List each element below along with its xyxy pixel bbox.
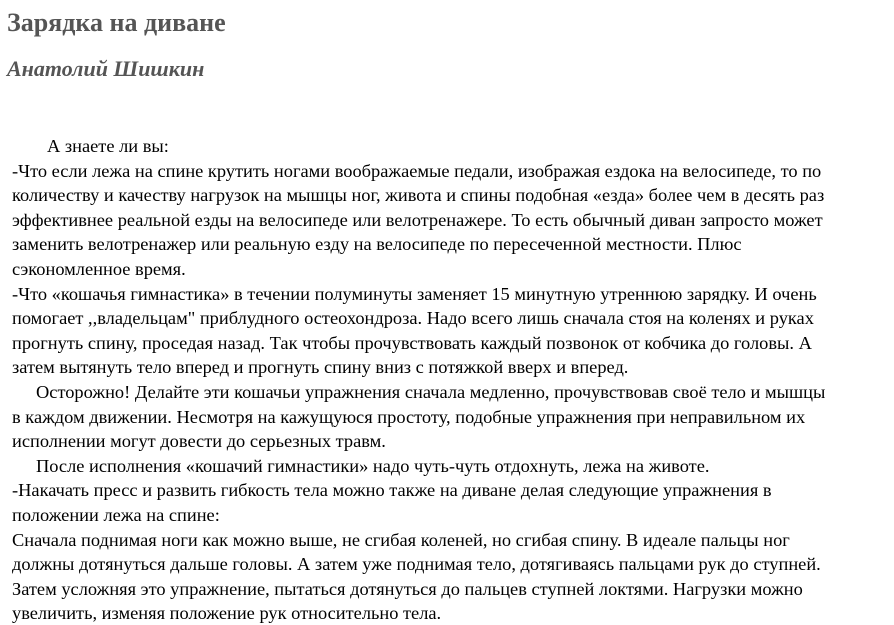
text-line: Сначала поднимая ноги как можно выше, не сгибая коленей, но сгибая спину. В идеале пальцы ног [12,529,790,550]
text-line: заменить велотренажер или реальную езду на велосипеде по пересеченной местности. Плюс [12,234,742,255]
text-line: прогнуть спину, проседая назад. Так чтобы прочувствовать каждый позвонок от кобчика до головы. А [12,332,812,353]
text-line: эффективнее реальной езды на велосипеде или велотренажере. То есть обычный диван запросто может [12,209,823,230]
text-line: сэкономленное время. [12,258,186,279]
text-line: -Что если лежа на спине крутить ногами воображаемые педали, изображая ездока на велосипеде, то по [12,160,822,181]
text-line: Осторожно! Делайте эти кошачьи упражнения сначала медленно, прочувствовав своё тело и мышцы [36,381,826,402]
text-line: Затем усложняя это упражнение, пытаться дотянуться до пальцев ступней локтями. Нагрузки можно [12,578,803,599]
text-line: -Накачать пресс и развить гибкость тела можно также на диване делая следующие упражнения в [12,480,772,501]
text-line: в каждом движении. Несмотря на кажущуюся простоту, подобные упражнения при неправильном их [12,406,806,427]
text-line: увеличить, изменяя положение рук относительно тела. [12,603,442,624]
text-line: После исполнения «кошачий гимнастики» надо чуть-чуть отдохнуть, лежа на животе. [36,455,710,476]
text-line: количеству и качеству нагрузок на мышцы ног, живота и спины подобная «езда» более чем в десять раз [12,185,825,206]
article-title: Зарядка на диване [7,8,226,37]
text-line: А знаете ли вы: [47,136,169,156]
text-line: положении лежа на спине: [12,504,220,525]
text-line: помогает ,,владельцам" приблудного остеохондроза. Надо всего лишь сначала стоя на коленях и руках [12,308,814,329]
text-line: затем вытянуть тело вперед и прогнуть спину вниз с потяжкой вверх и вперед. [12,357,629,378]
text-line: -Что «кошачья гимнастика» в течении полуминуты заменяет 15 минутную утреннюю зарядку. И очень [12,283,817,304]
article-body [12,134,890,625]
article-author: Анатолий Шишкин [7,56,205,81]
text-line: должны дотянуться дальше головы. А затем уже поднимая тело, дотягиваясь пальцами рук до ступней. [12,554,821,575]
text-line: исполнении могут довести до серьезных травм. [12,431,386,452]
